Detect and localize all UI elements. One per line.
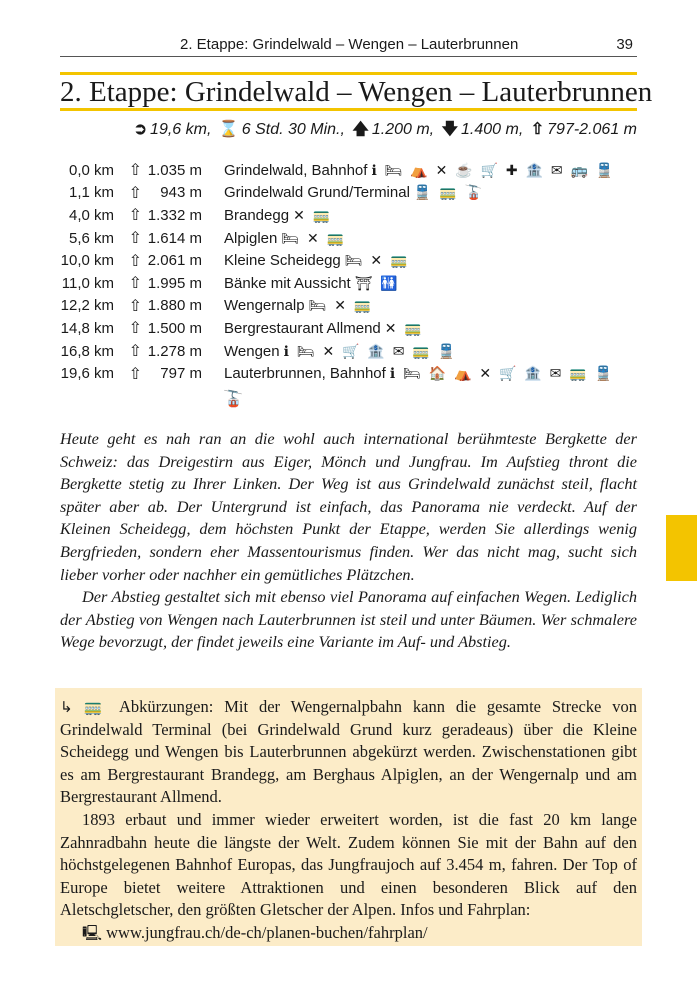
- waypoint-distance: 1,1 km: [68, 184, 114, 202]
- column-gap: [202, 362, 224, 385]
- route-arrow-icon: ➲: [133, 121, 148, 138]
- amenity-icons: ⛩ 🚻: [354, 274, 400, 291]
- waypoint-name: Lauterbrunnen, Bahnhof: [224, 365, 386, 383]
- waypoint-name: Kleine Scheidegg: [224, 252, 341, 270]
- stage-duration: 6 Std. 30 Min.,: [241, 121, 345, 138]
- waypoint-place-cell: [224, 204, 615, 227]
- waypoint-name: Brandegg: [224, 206, 290, 224]
- waypoint-place-cell: [224, 362, 615, 385]
- waypoint-row: [60, 295, 615, 318]
- info-url-line: [60, 922, 637, 945]
- waypoint-place-cell: [224, 317, 615, 340]
- column-gap: [202, 272, 224, 295]
- computer-icon: 🖳: [82, 923, 103, 942]
- waypoint-altitude: 1.614 m: [147, 229, 202, 247]
- waypoint-altitude: 1.278 m: [147, 342, 202, 360]
- waypoint-distance: 0,0 km: [68, 161, 114, 179]
- shortcut-arrow-icon: ↳: [60, 698, 73, 716]
- waypoint-name: Grindelwald Grund/Terminal: [224, 184, 410, 202]
- stage-altitude-range: 797-2.061 m: [547, 121, 637, 138]
- chapter-tab-marker: [666, 515, 697, 581]
- waypoint-row: [60, 159, 615, 182]
- running-header: [60, 34, 637, 57]
- waypoint-distance: 4,0 km: [68, 206, 114, 224]
- waypoint-distance: 14,8 km: [60, 319, 114, 337]
- amenity-icons: 🛏 ✕ 🚃: [344, 252, 410, 269]
- waypoint-distance: 5,6 km: [68, 229, 114, 247]
- waypoint-altitude: 943 m: [160, 184, 202, 202]
- waypoint-altitude: 797 m: [160, 365, 202, 383]
- body-paragraph: Heute geht es nah ran an die wohl auch international berühmteste Bergkette der Schweiz: das Dreigestirn aus Eiger, Mönch und Jungfrau. Im Aufstieg thront die Bergkette stetig zu Ihrer Linken. Der Weg ist aus Grindelwald zunächst steil, flacht später aber ab. Der Untergrund ist einfach, das Panorama nie verdeckt. Auf der Kleinen Scheidegg, dem höchsten Punkt der Etappe, werden Sie allerdings wenig Bergfrieden, sondern eher Massentourismus finden. Wer das nicht mag, sucht sich lieber vorher oder nachher ein gemütliches Plätzchen.: [60, 429, 637, 584]
- waypoint-row: [60, 227, 615, 250]
- amenity-icons: ✕ 🚃: [384, 319, 424, 336]
- page-number: 39: [616, 36, 633, 53]
- waypoint-distance: 16,8 km: [60, 342, 114, 360]
- waypoint-name: Bänke mit Aussicht: [224, 274, 351, 292]
- waypoint-place-cell: [224, 340, 615, 363]
- title-rule-top: [60, 72, 637, 75]
- info-paragraph: [60, 696, 637, 809]
- altitude-arrow-icon: ⇧: [128, 275, 142, 293]
- waypoint-name: Wengernalp: [224, 297, 305, 315]
- info-box: [55, 688, 642, 946]
- waypoint-place-cell: [224, 295, 615, 318]
- amenity-icons: 🛏 ✕ 🚃: [308, 297, 374, 314]
- amenity-icons: ℹ 🛏 ✕ 🛒 🏦 ✉ 🚃 🚆: [283, 342, 458, 359]
- altitude-arrow-icon: ⇧: [128, 365, 142, 383]
- waypoint-distance: 10,0 km: [60, 252, 114, 270]
- column-gap: [202, 317, 224, 340]
- altitude-arrow-icon: ⇧: [128, 320, 142, 338]
- waypoint-place-cell: [224, 272, 615, 295]
- amenity-icons: 🛏 ✕ 🚃: [281, 229, 347, 246]
- altitude-arrow-icon: ⇧: [128, 343, 142, 361]
- waypoint-altitude: 1.880 m: [147, 297, 202, 315]
- info-paragraph-text: Abkürzungen: Mit der Wengernalpbahn kann die gesamte Strecke von Grindelwald Terminal (bei Grindelwald Grund kurz geradeaus) über die Kleine Scheidegg und Wengen bis Lauterbrunnen abgekürzt werden. Zwischenstationen gibt es am Bergrestaurant Brandegg, am Berghaus Alpiglen, an der Wengernalp und am Bergrestaurant Allmend.: [60, 697, 638, 807]
- waypoint-altitude: 1.995 m: [147, 274, 202, 292]
- stage-stats: [100, 118, 637, 145]
- waypoint-name: Bergrestaurant Allmend: [224, 319, 381, 337]
- body-text: [60, 428, 637, 654]
- column-gap: [202, 295, 224, 318]
- amenity-icons: 🚆 🚃 🚡: [413, 184, 484, 201]
- amenity-icons: ℹ 🛏 🏠 ⛺ ✕ 🛒 🏦 ✉ 🚃 🚆: [389, 365, 614, 382]
- column-gap: [202, 249, 224, 272]
- waypoint-place-cell: [224, 159, 615, 182]
- column-gap: [202, 182, 224, 205]
- stage-distance: 19,6 km,: [150, 121, 212, 138]
- stage-ascent: 1.200 m,: [371, 121, 435, 138]
- column-gap: [202, 340, 224, 363]
- title-rule-bottom: [60, 108, 637, 111]
- altitude-arrow-icon: ⇧: [128, 252, 142, 270]
- stage-title: 2. Etappe: Grindelwald – Wengen – Lauterbrunnen: [60, 76, 653, 108]
- waypoint-altitude: 1.500 m: [147, 319, 202, 337]
- column-gap: [202, 204, 224, 227]
- waypoint-row: [60, 317, 615, 340]
- waypoint-row: [60, 340, 615, 363]
- waypoint-row: [60, 249, 615, 272]
- amenity-icons: ℹ 🛏 ⛺ ✕ ☕ 🛒 ✚ 🏦 ✉ 🚌 🚆: [371, 161, 616, 178]
- altitude-arrow-icon: ⇧: [128, 207, 142, 225]
- altitude-arrow-icon: ⇧: [530, 121, 545, 138]
- waypoint-altitude: 1.332 m: [147, 206, 202, 224]
- waypoint-distance: 19,6 km: [60, 365, 114, 383]
- waypoint-place-cell: [224, 249, 615, 272]
- waypoint-name: Alpiglen: [224, 229, 278, 247]
- waypoint-distance: 12,2 km: [60, 297, 114, 315]
- info-paragraph: 1893 erbaut und immer wieder erweitert worden, ist die fast 20 km lange Zahnradbahn heute die längste der Welt. Zudem können Sie mit der Bahn auf den höchstgelegenen Bahnhof Europas, das Jungfraujoch auf 3.454 m, fahren. Der Top of Europe bietet weitere Attraktionen und einen besonderen Blick auf den Aletschgletscher, den größten Gletscher der Alpen. Infos und Fahrplan:: [60, 809, 637, 920]
- waypoint-place-cell: [224, 227, 615, 250]
- body-paragraph: Der Abstieg gestaltet sich mit ebenso viel Panorama auf einfachen Wegen. Lediglich der Abstieg von Wengen nach Lauterbrunnen ist steil und unter Bäumen. Wer schmalere Wege bevorzugt, der findet jeweils eine Variante im Auf- und Abstieg.: [60, 587, 637, 652]
- descent-arrow-icon: 🡇: [441, 121, 459, 138]
- altitude-arrow-icon: ⇧: [128, 230, 142, 248]
- column-gap: [202, 227, 224, 250]
- waypoint-name: Wengen: [224, 342, 280, 360]
- waypoint-distance: 11,0 km: [61, 274, 114, 292]
- info-url[interactable]: www.jungfrau.ch/de-ch/planen-buchen/fahrplan/: [106, 922, 428, 942]
- waypoint-name: Grindelwald, Bahnhof: [224, 161, 368, 179]
- waypoint-row: [60, 272, 615, 295]
- column-gap: [202, 159, 224, 182]
- stage-descent: 1.400 m,: [461, 121, 524, 138]
- running-header-title: 2. Etappe: Grindelwald – Wengen – Lauterbrunnen: [180, 36, 519, 53]
- cable-car-icon: 🚡: [223, 391, 243, 408]
- waypoint-row: [60, 182, 615, 205]
- waypoint-place-cell: [224, 182, 615, 205]
- train-icon: 🚃: [83, 698, 109, 716]
- waypoint-row: [60, 362, 615, 385]
- waypoint-row: [60, 204, 615, 227]
- ascent-arrow-icon: 🡅: [352, 121, 369, 138]
- altitude-arrow-icon: ⇧: [128, 162, 142, 180]
- hourglass-icon: ⌛: [218, 121, 239, 138]
- waypoint-altitude: 2.061 m: [147, 252, 202, 270]
- altitude-arrow-icon: ⇧: [128, 184, 142, 202]
- waypoint-altitude: 1.035 m: [147, 161, 202, 179]
- amenity-icons: ✕ 🚃: [293, 206, 333, 223]
- altitude-arrow-icon: ⇧: [128, 297, 142, 315]
- waypoint-table: [60, 159, 615, 385]
